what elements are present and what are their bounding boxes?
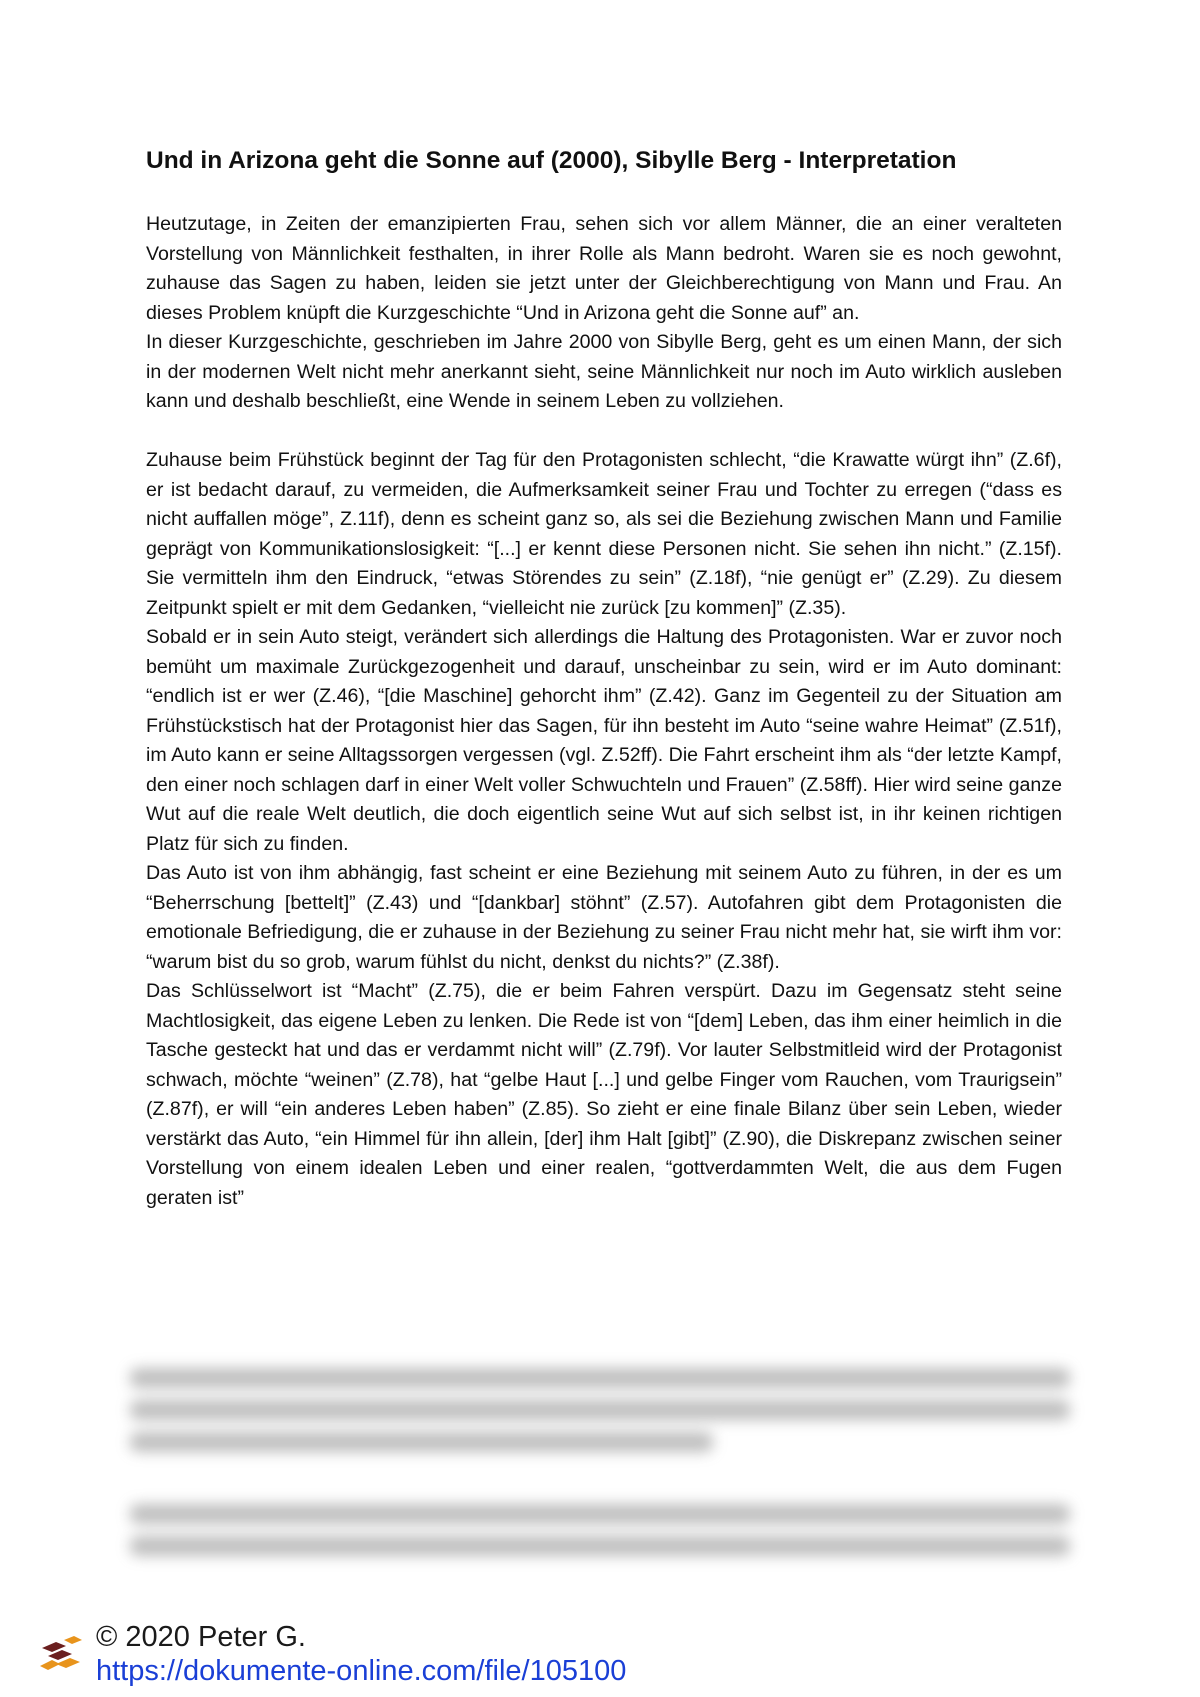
document-url-link[interactable]: https://dokumente-online.com/file/105100 bbox=[96, 1655, 627, 1687]
copyright-text: © 2020 Peter G. bbox=[96, 1621, 306, 1653]
dokumente-online-logo-icon bbox=[38, 1630, 86, 1678]
paragraph-power: Das Schlüsselwort ist “Macht” (Z.75), die er beim Fahren verspürt. Dazu im Gegensatz steht seine Machtlosigkeit, das eigene Leben zu lenken. Die Rede ist von “[dem] Leben, das ihm einer heimlich in die Tasche gesteckt hat und das er verdammt nicht will” (Z.79f). Vor lauter Selbstmitleid wird der Protagonist schwach, möchte “weinen” (Z.78), hat “gelbe Haut [...] und gelbe Finger vom Rauchen, vom Traurigsein” (Z.87f), er will “ein anderes Leben haben” (Z.85). So zieht er eine finale Bilanz über sein Leben, wieder verstärkt das Auto, “ein Himmel für ihn allein, [der] ihm Halt [gibt]” (Z.90), die Diskrepanz zwischen seiner Vorstellung von einem idealen Leben und einer realen, “gottverdammten Welt, die aus dem Fugen geraten ist” bbox=[146, 980, 1062, 1209]
blurred-preview-text bbox=[130, 1368, 1070, 1568]
paragraph-car: Sobald er in sein Auto steigt, verändert sich allerdings die Haltung des Protagonisten. War er zuvor noch bemüht um maximale Zurückgezogenheit und darauf, unscheinbar zu sein, wird er im Auto dominant: “endlich ist er wer (Z.46), “[die Maschine] gehorcht ihm” (Z.42). Ganz im Gegenteil zu der Situation am Frühstückstisch hat der Protagonist hier das Sagen, für ihn besteht im Auto “seine wahre Heimat” (Z.51f), im Auto kann er seine Alltagssorgen vergessen (vgl. Z.52ff). Die Fahrt erscheint ihm als “der letzte Kampf, den einer noch schlagen darf in einer Welt voller Schwuchteln und Frauen” (Z.58ff). Hier wird seine ganze Wut auf die reale Welt deutlich, die doch eigentlich seine Wut auf sich selbst ist, in ihr keinen richtigen Platz für sich zu finden. bbox=[146, 626, 1062, 855]
paragraph-summary: In dieser Kurzgeschichte, geschrieben im Jahre 2000 von Sibylle Berg, geht es um einen Mann, der sich in der modernen Welt nicht mehr anerkannt sieht, seine Männlichkeit nur noch im Auto wirklich ausleben kann und deshalb beschließt, eine Wende in seinem Leben zu vollziehen. bbox=[146, 331, 1062, 412]
paragraph-intro: Heutzutage, in Zeiten der emanzipierten Frau, sehen sich vor allem Männer, die an einer veralteten Vorstellung von Männlichkeit festhalten, in ihrer Rolle als Mann bedroht. Waren sie es noch gewohnt, zuhause das Sagen zu haben, leiden sie jetzt unter der Gleichberechtigung von Mann und Frau. An dieses Problem knüpft die Kurzgeschichte “Und in Arizona geht die Sonne auf” an. bbox=[146, 213, 1062, 324]
paragraph-breakfast: Zuhause beim Frühstück beginnt der Tag für den Protagonisten schlecht, “die Krawatte würgt ihn” (Z.6f), er ist bedacht darauf, zu vermeiden, die Aufmerksamkeit seiner Frau und Tochter zu erregen (“dass es nicht auffallen möge”, Z.11f), denn es scheint ganz so, als sei die Beziehung zwischen Mann und Familie geprägt von Kommunikationslosigkeit: “[...] er kennt diese Personen nicht. Sie sehen ihn nicht.” (Z.15f). Sie vermitteln ihm den Eindruck, “etwas Störendes zu sein” (Z.18f), “nie genügt er” (Z.29). Zu diesem Zeitpunkt spielt er mit dem Gedanken, “vielleicht nie zurück [zu kommen]” (Z.35). bbox=[146, 449, 1062, 619]
paragraph-dependence: Das Auto ist von ihm abhängig, fast scheint er eine Beziehung mit seinem Auto zu führen, in der es um “Beherrschung [bettelt]” (Z.43) und “[dankbar] stöhnt” (Z.57). Autofahren gibt dem Protagonisten die emotionale Befriedigung, die er zuhause in der Beziehung zu seiner Frau nicht mehr hat, sie wirft ihm vor: “warum bist du so grob, warum fühlst du nicht, denkst du nichts?” (Z.38f). bbox=[146, 862, 1062, 973]
document-title: Und in Arizona geht die Sonne auf (2000), Sibylle Berg - Interpretation bbox=[146, 147, 957, 174]
footer bbox=[38, 1620, 798, 1690]
document-body bbox=[146, 210, 1062, 1213]
